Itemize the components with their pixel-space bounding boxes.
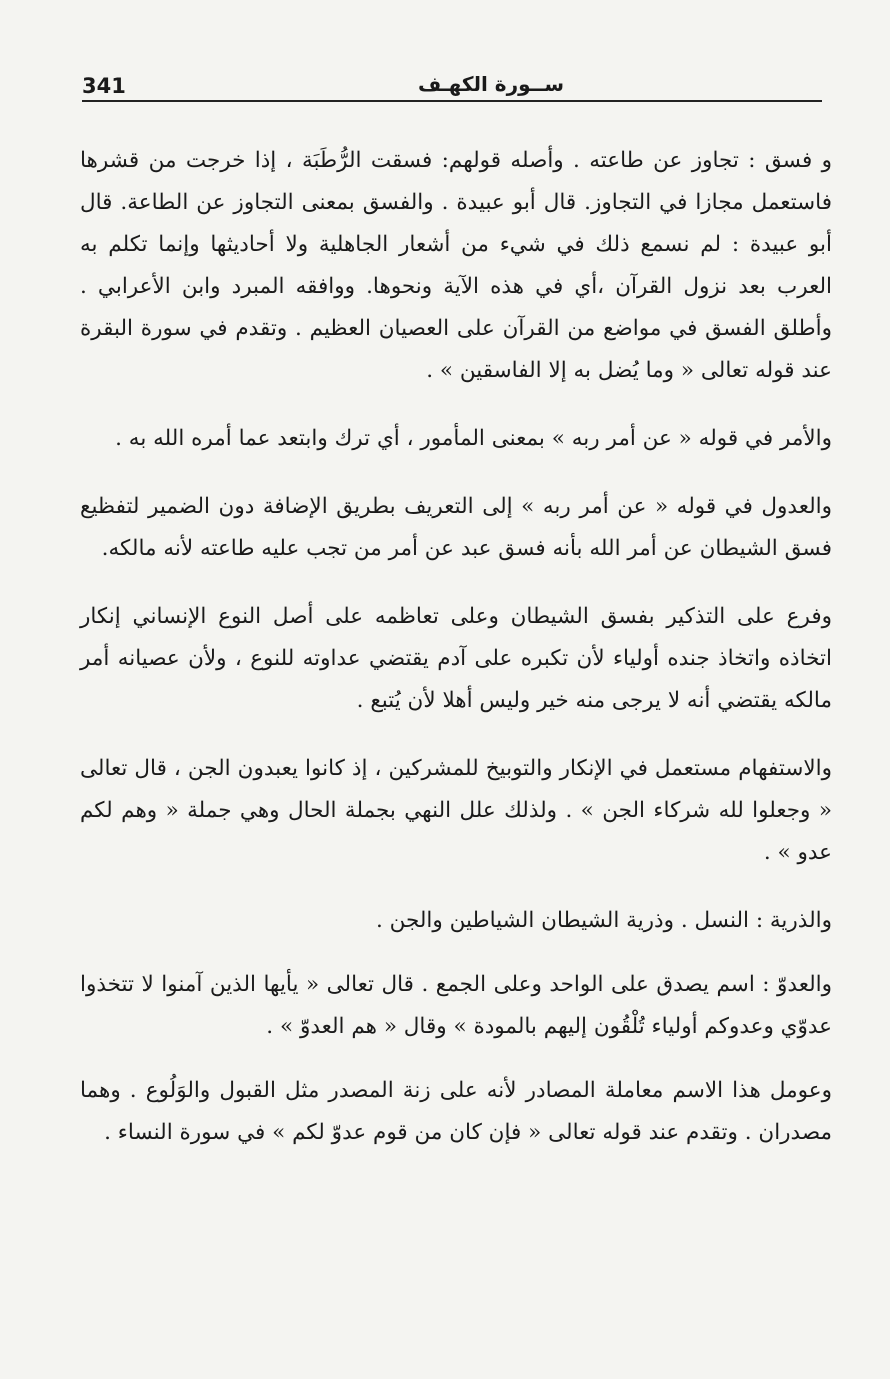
paragraph-amr: والأمر في قوله « عن أمر ربه » بمعنى المأمور ، أي ترك وابتعد عما أمره الله به . [115, 426, 832, 451]
paragraph-udul: والعدول في قوله « عن أمر ربه » إلى التعريف بطريق الإضافة دون الضمير لتفظيع فسق الشيطان عن أمر الله بأنه فسق عبد عن أمر من تجب عليه طاعته لأنه مالكه. [80, 494, 832, 561]
paragraph-masdar: وعومل هذا الاسم معاملة المصادر لأنه على زنة المصدر مثل القبول والوَلُوع . وهما مصدران . وتقدم عند قوله تعالى « فإن كان من قوم عدوّ لكم » في سورة النساء . [80, 1078, 832, 1145]
running-title: ســورة الكهـف [417, 72, 564, 96]
paragraph-istifham: والاستفهام مستعمل في الإنكار والتوبيخ للمشركين ، إذ كانوا يعبدون الجن ، قال تعالى « وجعلوا لله شركاء الجن » . ولذلك علل النهي بجملة الحال وهي جملة « وهم لكم عدو » . [80, 756, 832, 865]
page-body [80, 140, 832, 1180]
paragraph-aduww: والعدوّ : اسم يصدق على الواحد وعلى الجمع . قال تعالى « يأيها الذين آمنوا لا تتخذوا عدوّي وعدوكم أولياء تُلْقُون إليهم بالمودة » وقال « هم العدوّ » . [80, 972, 832, 1039]
page-number: 341 [82, 74, 126, 98]
running-header [82, 72, 822, 102]
paragraph-farra: وفرع على التذكير بفسق الشيطان وعلى تعاظمه على أصل النوع الإنساني إنكار اتخاذه واتخاذ جنده أولياء لأن تكبره على آدم يقتضي عداوته للنوع ، ولأن عصيانه أمر مالكه يقتضي أنه لا يرجى منه خير وليس أهلا لأن يُتبع . [80, 604, 832, 713]
paragraph-dhurriya: والذرية : النسل . وذرية الشيطان الشياطين والجن . [375, 908, 832, 933]
header-divider [82, 100, 822, 102]
paragraph-fisq: و فسق : تجاوز عن طاعته . وأصله قولهم: فسقت الرُّطَبَة ، إذا خرجت من قشرها فاستعمل مجازا في التجاوز. قال أبو عبيدة . والفسق بمعنى التجاوز عن الطاعة. قال أبو عبيدة : لم نسمع ذلك في شيء من أشعار الجاهلية ولا أحاديثها وإنما تكلم به العرب بعد نزول القرآن ،أي في هذه الآية ونحوها. ووافقه المبرد وابن الأعرابي . وأطلق الفسق في مواضع من القرآن على العصيان العظيم . وتقدم في سورة البقرة عند قوله تعالى « وما يُضل به إلا الفاسقين » . [80, 148, 832, 383]
